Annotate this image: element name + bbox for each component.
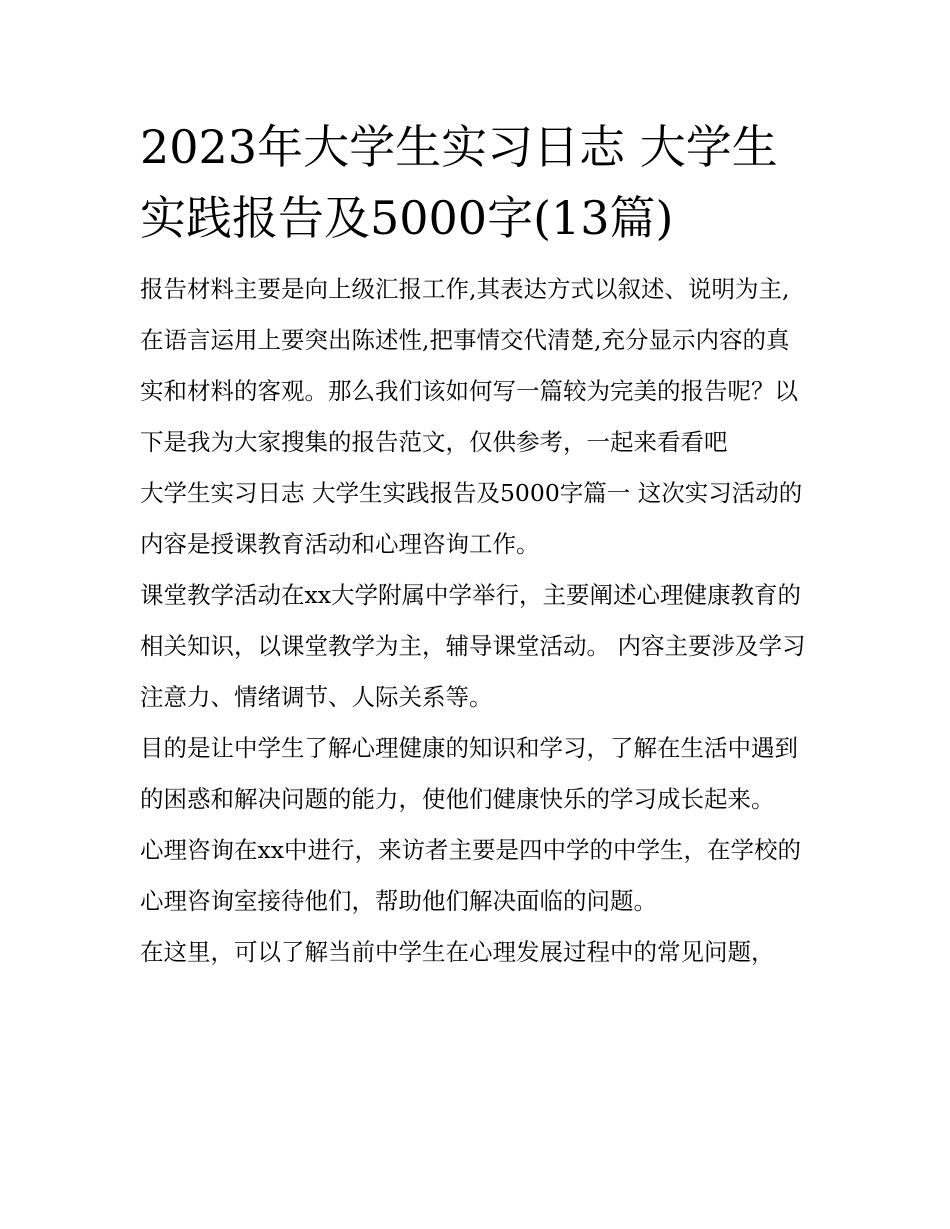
paragraph-counseling: 心理咨询在xx中进行，来访者主要是四中学的中学生，在学校的心理咨询室接待他们，帮助他们解决面临的问题。 xyxy=(140,836,802,915)
paragraph-classroom: 课堂教学活动在xx大学附属中学举行，主要阐述心理健康教育的相关知识，以课堂教学为主，辅导课堂活动。 内容主要涉及学习注意力、情绪调节、人际关系等。 xyxy=(140,581,806,711)
paragraph-intro: 报告材料主要是向上级汇报工作,其表达方式以叙述、说明为主,在语言运用上要突出陈述性,把事情交代清楚,充分显示内容的真实和材料的客观。那么我们该如何写一篇较为完美的报告呢？以下是我为大家搜集的报告范文，仅供参考，一起来看看吧 xyxy=(140,275,798,456)
document-title: 2023年大学生实习日志 大学生实践报告及5000字(13篇) xyxy=(140,120,778,245)
paragraph-purpose: 目的是让中学生了解心理健康的知识和学习，了解在生活中遇到的困惑和解决问题的能力，使他们健康快乐的学习成长起来。 xyxy=(140,734,798,813)
document-body xyxy=(140,112,812,978)
paragraph-issues: 在这里，可以了解当前中学生在心理发展过程中的常见问题， xyxy=(140,938,775,966)
paragraph-section-one: 大学生实习日志 大学生实践报告及5000字篇一 这次实习活动的内容是授课教育活动和心理咨询工作。 xyxy=(140,479,803,558)
